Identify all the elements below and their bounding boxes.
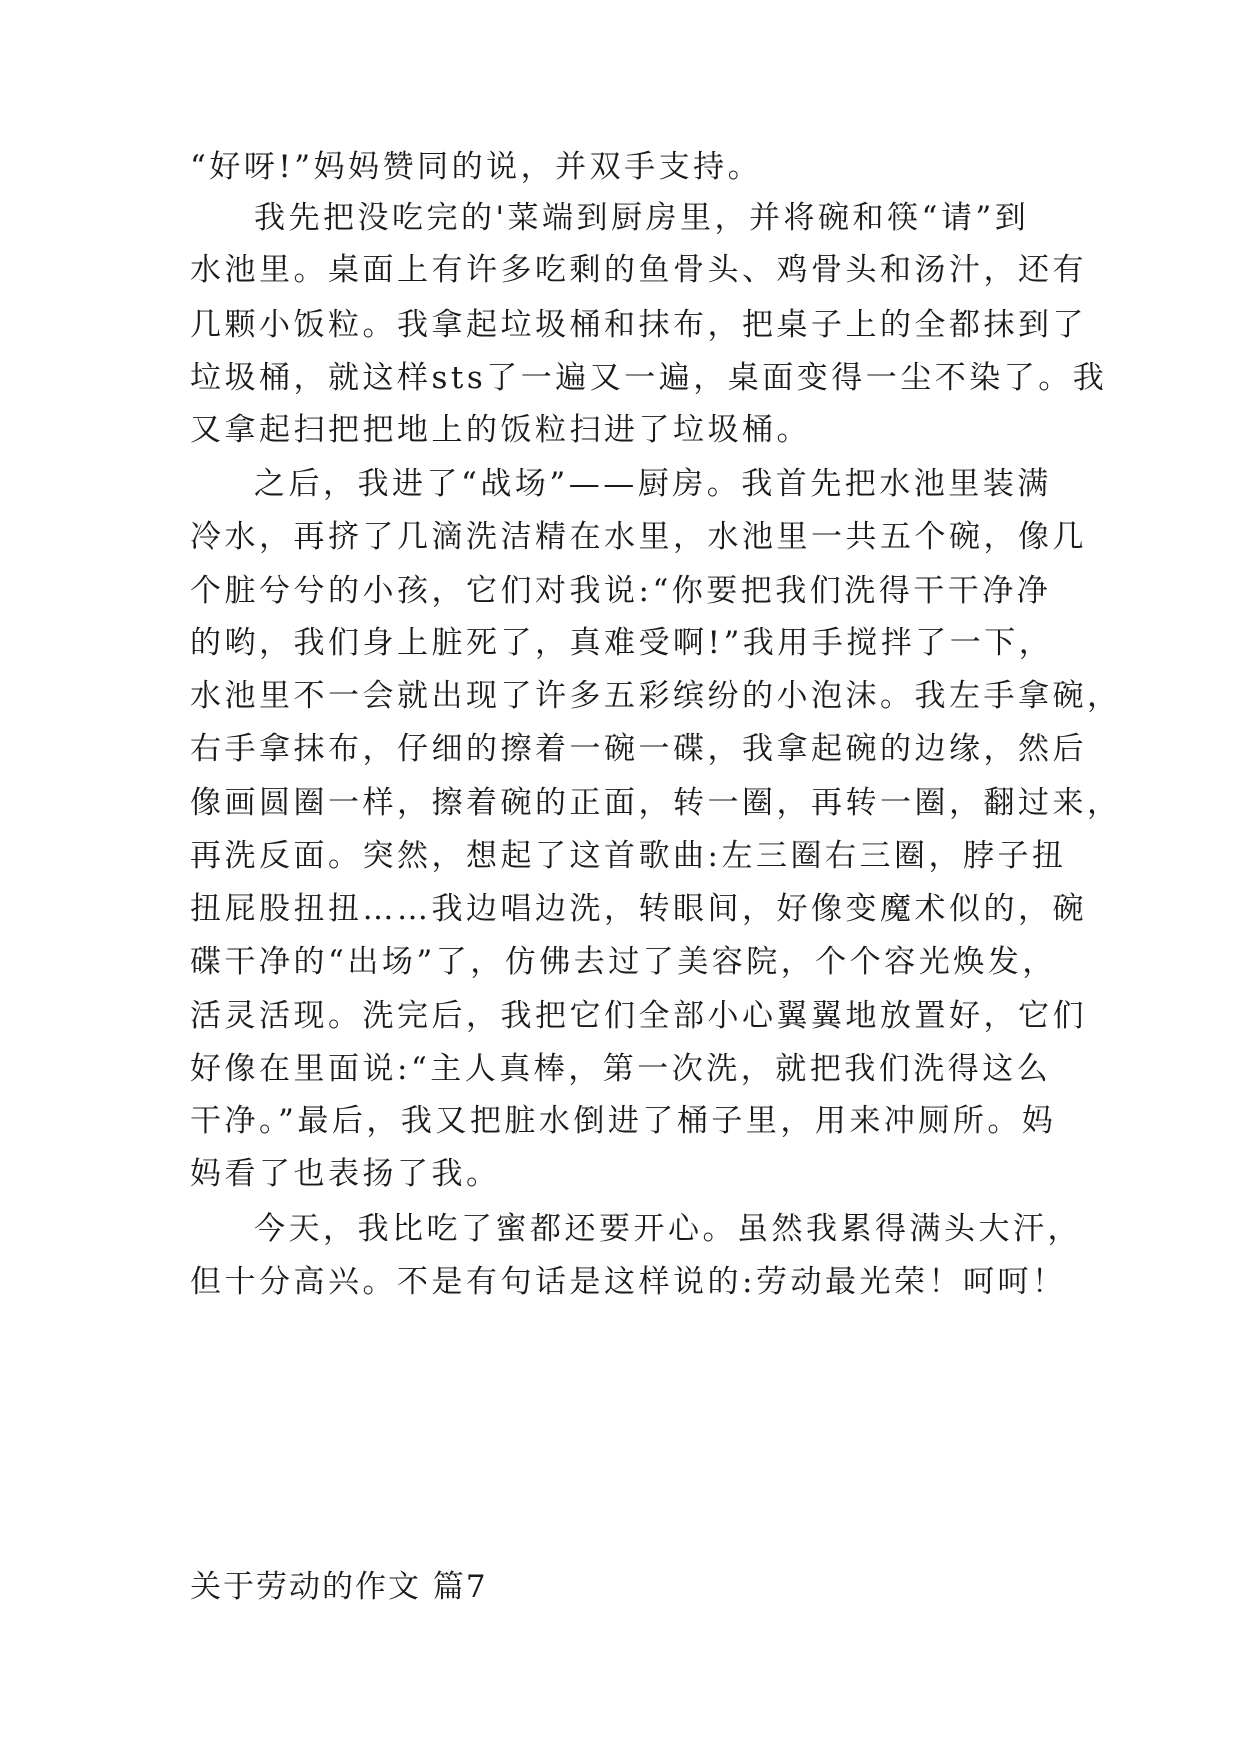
text-line-5: 垃圾桶，就这样sts了一遍又一遍，桌面变得一尘不染了。我	[190, 360, 1108, 396]
text-line-18: 好像在里面说:“主人真棒，第一次洗，就把我们洗得这么	[190, 1051, 1052, 1087]
text-line-9: 个脏兮兮的小孩，它们对我说:“你要把我们洗得干干净净	[190, 573, 1052, 609]
text-line-12: 右手拿抹布，仔细的擦着一碗一碟，我拿起碗的边缘，然后	[190, 731, 1087, 767]
text-line-15: 扭屁股扭扭……我边唱边洗，转眼间，好像变魔术似的，碗	[190, 891, 1087, 927]
text-line-7: 之后，我进了“战场”——厨房。我首先把水池里装满	[254, 466, 1052, 502]
text-line-17: 活灵活现。洗完后，我把它们全部小心翼翼地放置好，它们	[190, 998, 1087, 1034]
text-line-20: 妈看了也表扬了我。	[190, 1156, 501, 1192]
text-line-1: “好呀!”妈妈赞同的说，并双手支持。	[190, 149, 763, 185]
text-line-22: 但十分高兴。不是有句话是这样说的:劳动最光荣！呵呵！	[190, 1264, 1067, 1300]
text-line-19: 干净。”最后，我又把脏水倒进了桶子里，用来冲厕所。妈	[190, 1103, 1057, 1139]
text-line-21: 今天，我比吃了蜜都还要开心。虽然我累得满头大汗，	[254, 1211, 1082, 1247]
text-line-10: 的哟，我们身上脏死了，真难受啊!”我用手搅拌了一下，	[190, 625, 1054, 661]
text-line-14: 再洗反面。突然，想起了这首歌曲:左三圈右三圈，脖子扭	[190, 838, 1067, 874]
text-line-8: 冷水，再挤了几滴洗洁精在水里，水池里一共五个碗，像几	[190, 519, 1087, 555]
text-line-4: 几颗小饭粒。我拿起垃圾桶和抹布，把桌子上的全都抹到了	[190, 307, 1087, 343]
text-line-13: 像画圆圈一样，擦着碗的正面，转一圈，再转一圈，翻过来，	[190, 785, 1122, 821]
text-line-3: 水池里。桌面上有许多吃剩的鱼骨头、鸡骨头和汤汁，还有	[190, 252, 1087, 288]
text-line-16: 碟干净的“出场”了，仿佛去过了美容院，个个容光焕发，	[190, 944, 1057, 980]
text-line-6: 又拿起扫把把地上的饭粒扫进了垃圾桶。	[190, 412, 811, 448]
text-line-11: 水池里不一会就出现了许多五彩缤纷的小泡沫。我左手拿碗，	[190, 678, 1122, 714]
section-heading: 关于劳动的作文 篇7	[190, 1569, 488, 1605]
text-line-2: 我先把没吃完的'菜端到厨房里，并将碗和筷“请”到	[254, 200, 1030, 236]
